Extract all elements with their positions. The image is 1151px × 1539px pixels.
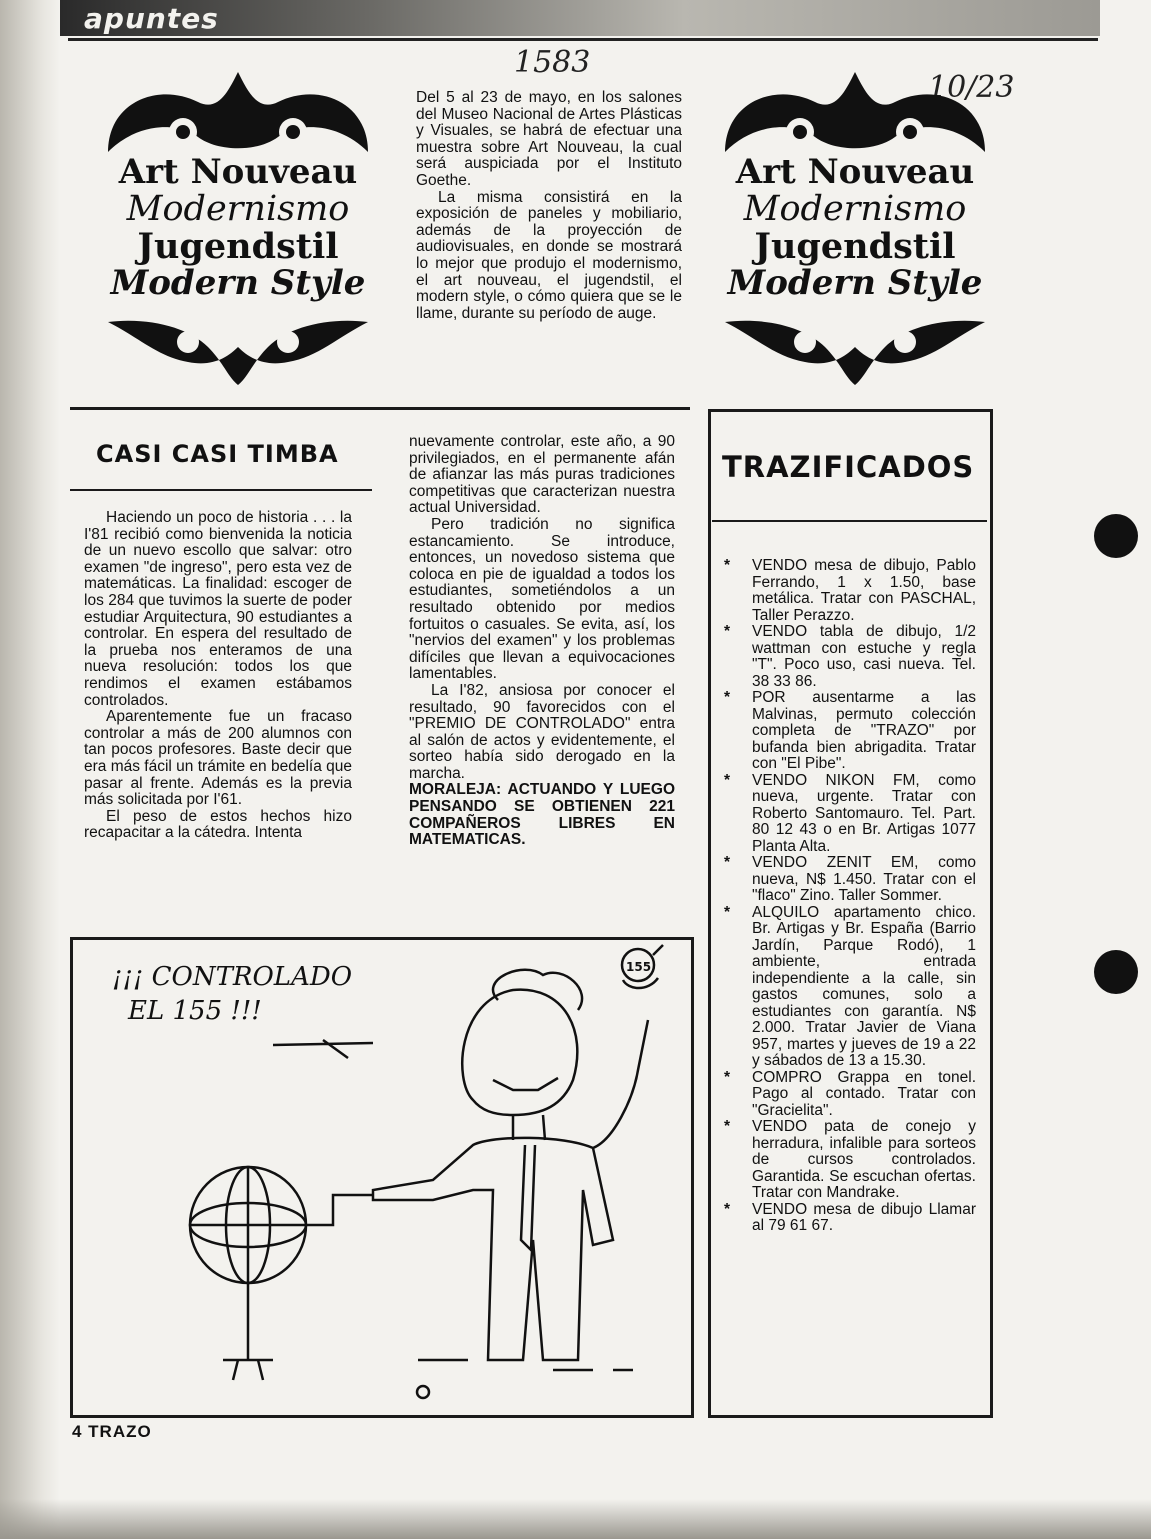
asterisk-icon: * bbox=[724, 854, 731, 871]
casi-paragraph: Haciendo un poco de historia . . . la I'81 recibió como bienvenida la noticia de un nuevo escollo que salvar: otro examen "de ingreso", pero esta vez de matemáticas. La finalidad: escoger de los 284 que tuvimos la suerte de poder estudiar Arquitectura, 90 estudiantes a controlar. En espera del resultado de la prueba nos enteramos de una nueva resolución: todos los que rendimos el examen estábamos controlados. bbox=[84, 509, 352, 709]
article-paragraph: La misma consistirá en la exposición de paneles y mobiliario, además de la proyección de audiovisuales, en donde se mostrará lo mejor que produjo el modernismo, el art nouveau, el jugendstil, el modern style, o cómo quiera que se le llame, durante su período de auge. bbox=[416, 188, 682, 322]
section-divider bbox=[70, 407, 690, 410]
ornament-bottom-icon bbox=[88, 317, 388, 387]
cartoon-illustration bbox=[73, 940, 685, 1409]
classified-ad-text: VENDO tabla de dibujo, 1/2 wattman con estuche y regla "T". Poco uso, casi nueva. Tel. 38 33 86. bbox=[752, 623, 976, 690]
asterisk-icon: * bbox=[724, 1118, 731, 1135]
ball-number: 155 bbox=[626, 960, 652, 974]
casi-column-2 bbox=[409, 434, 675, 849]
classified-ad-text: VENDO pata de conejo y herradura, infalible para sorteos de cursos controlados. Garantida. Se escuchan ofertas. Tratar con Mandrake. bbox=[752, 1118, 976, 1201]
classified-ad bbox=[724, 855, 976, 905]
classified-ad bbox=[724, 905, 976, 1070]
casi-paragraph: Pero tradición no significa estancamiento. Se introduce, entonces, un novedoso sistema que coloca en pie de igualdad a todos los estudiantes, sometiéndolos a un resultado obtenido por medios fortuitos o casuales. Se evita, así, los "nervios del examen" y los problemas difíciles que llevan a equivocaciones lamentables. bbox=[409, 515, 675, 683]
casi-column-1 bbox=[84, 510, 352, 842]
trazificados-title: TRAZIFICADOS bbox=[722, 450, 975, 484]
asterisk-icon: * bbox=[724, 1068, 731, 1086]
ornament-top-icon bbox=[88, 62, 388, 162]
casi-moral: MORALEJA: ACTUANDO Y LUEGO PENSANDO SE OBTIENEN 221 COMPAÑEROS LIBRES EN MATEMATICAS. bbox=[409, 781, 675, 849]
article-paragraph: Del 5 al 23 de mayo, en los salones del Museo Nacional de Artes Plásticas y Visuales, se habrá de efectuar una muestra sobre Art Nouveau, la cual será auspiciada por el Instituto Goethe. bbox=[416, 89, 682, 189]
binder-hole bbox=[1094, 950, 1138, 994]
handwritten-date: 10/23 bbox=[928, 70, 1015, 105]
classified-ads-list bbox=[724, 558, 976, 1235]
logo-line-2: Modernismo bbox=[743, 189, 967, 229]
classified-ad bbox=[724, 1119, 976, 1202]
asterisk-icon: * bbox=[724, 771, 731, 789]
classified-ad-text: COMPRO Grappa en tonel. Pago al contado. Tratar con "Gracielita". bbox=[752, 1068, 976, 1119]
classified-ad-text: POR ausentarme a las Malvinas, permuto colección completa de "TRAZO" por bufanda bien abrigadita. Tratar con "El Pibe". bbox=[752, 689, 976, 772]
section-header-word: apuntes bbox=[84, 2, 219, 35]
casi-title: CASI CASI TIMBA bbox=[96, 440, 339, 468]
asterisk-icon: * bbox=[724, 689, 731, 706]
classified-ad bbox=[724, 624, 976, 690]
classified-ad-text: VENDO NIKON FM, como nueva, urgente. Tratar con Roberto Santomauro. Tel. Part. 80 12 43 o en Br. Artigas 1077 Planta Alta. bbox=[752, 771, 976, 855]
logo-line-1: Art Nouveau bbox=[735, 152, 975, 192]
casi-paragraph: El peso de estos hechos hizo recapacitar a la cátedra. Intenta bbox=[84, 807, 352, 842]
classified-ad-text: VENDO ZENIT EM, como nueva, N$ 1.450. Tratar con el "flaco" Zino. Taller Sommer. bbox=[752, 854, 976, 904]
art-nouveau-logo-left bbox=[88, 62, 388, 382]
cartoon-caption-1: ¡¡¡ CONTROLADO bbox=[112, 962, 353, 992]
casi-paragraph: La I'82, ansiosa por conocer el resultado, 90 favorecidos con el "PREMIO DE CONTROLADO" entra al salón de actos y evidentemente, el sorteo había sido derogado en la marcha. bbox=[409, 681, 675, 782]
header-rule bbox=[68, 38, 1098, 41]
handwritten-number: 1583 bbox=[514, 45, 591, 80]
asterisk-icon: * bbox=[724, 1200, 731, 1218]
classified-ad bbox=[724, 558, 976, 624]
classified-ad bbox=[724, 1070, 976, 1120]
binder-hole bbox=[1094, 514, 1138, 558]
page-footer: 4 TRAZO bbox=[72, 1422, 152, 1441]
art-nouveau-article bbox=[416, 90, 682, 322]
logo-line-3: Jugendstil bbox=[754, 226, 956, 267]
logo-line-4: Modern Style bbox=[727, 263, 983, 303]
casi-paragraph: Aparentemente fue un fracaso controlar a más de 200 alumnos con tan pocos profesores. Baste decir que era más fácil un trámite en bedelía que pasar al frente. Además es la previa más solicitada por I'61. bbox=[84, 708, 352, 809]
asterisk-icon: * bbox=[724, 903, 731, 921]
ornament-top-icon bbox=[705, 62, 1005, 162]
scan-shadow-left bbox=[0, 0, 60, 1539]
scan-shadow-bottom bbox=[0, 1499, 1151, 1539]
classified-ad bbox=[724, 1202, 976, 1235]
ornament-bottom-icon bbox=[705, 317, 1005, 387]
classified-ad bbox=[724, 690, 976, 773]
classified-ad-text: VENDO mesa de dibujo, Pablo Ferrando, 1 x 1.50, base metálica. Tratar con PASCHAL, Taller Perazzo. bbox=[752, 557, 976, 624]
trazificados-title-rule bbox=[712, 520, 987, 522]
casi-title-rule bbox=[70, 489, 372, 491]
asterisk-icon: * bbox=[724, 557, 731, 574]
logo-line-4: Modern Style bbox=[110, 263, 366, 303]
classified-ad bbox=[724, 773, 976, 856]
art-nouveau-logo-right bbox=[705, 62, 1005, 382]
casi-paragraph: nuevamente controlar, este año, a 90 privilegiados, en el permanente afán de afianzar las más puras tradiciones competitivas que caracterizan nuestra actual Universidad. bbox=[409, 433, 675, 517]
logo-line-3: Jugendstil bbox=[137, 226, 339, 267]
logo-line-1: Art Nouveau bbox=[118, 152, 358, 192]
logo-line-2: Modernismo bbox=[126, 189, 350, 229]
classified-ad-text: ALQUILO apartamento chico. Br. Artigas y Br. España (Barrio Jardín, Parque Rodó), 1 ambiente, entrada independiente a la calle, sin gastos comunes, solo a estudiantes con garantía. N$ 2.000. Tratar Javier de Viana 957, martes y jueves de 19 a 22 y sábados de 13 a 15.30. bbox=[752, 903, 976, 1069]
cartoon-caption-2: EL 155 !!! bbox=[128, 996, 262, 1026]
asterisk-icon: * bbox=[724, 623, 731, 640]
classified-ad-text: VENDO mesa de dibujo Llamar al 79 61 67. bbox=[752, 1200, 976, 1234]
